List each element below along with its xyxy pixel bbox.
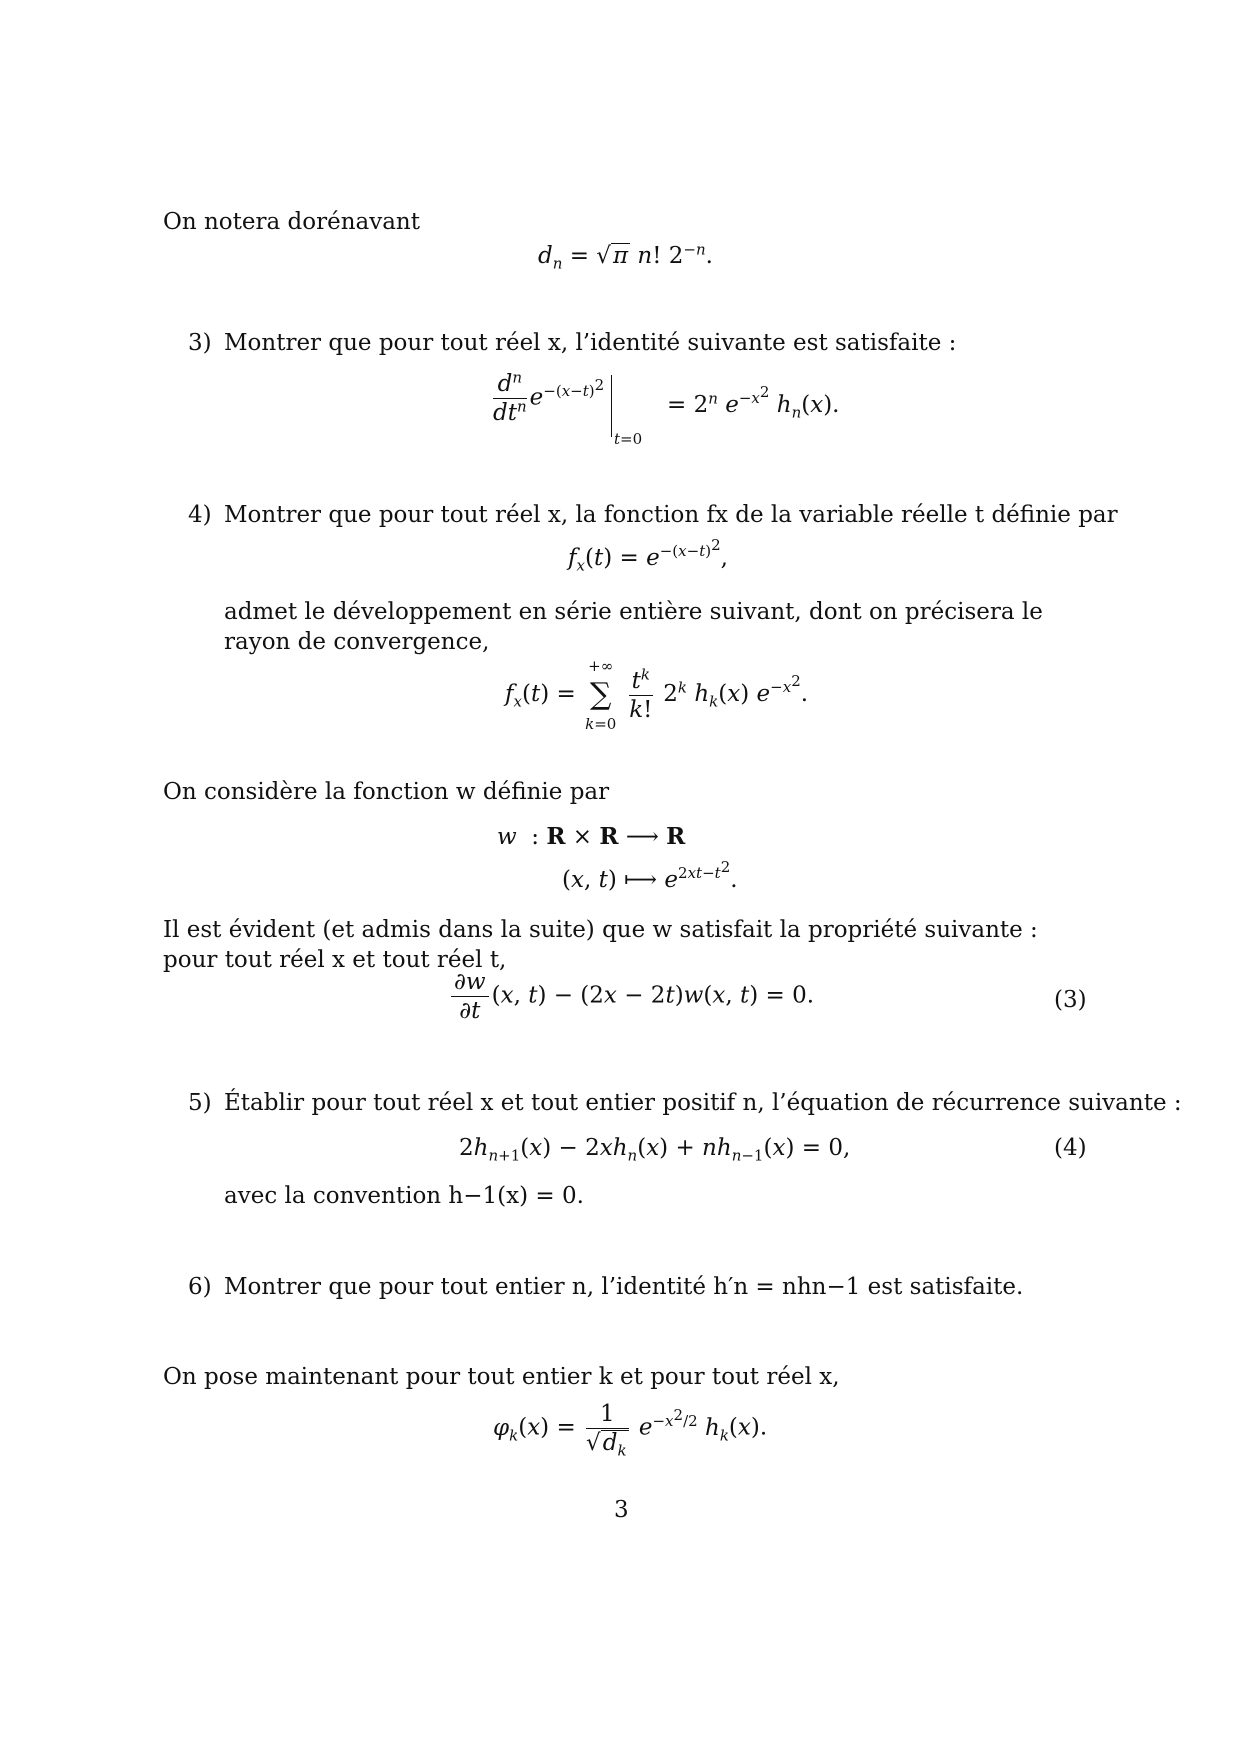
q3-text: Montrer que pour tout réel x, l’identité suivante est satisfaite : [224, 330, 957, 356]
w-prop: Il est évident (et admis dans la suite) que w satisfait la propriété suivante : pour tout réel x et tout réel t, [163, 917, 1038, 973]
equation-w-domain: w : R × R ⟶ R [497, 823, 686, 850]
q4-text2: admet le développement en série entière suivant, dont on précisera le rayon de convergence, [224, 599, 1043, 655]
q3-label: 3) [188, 330, 212, 356]
phi-intro: On pose maintenant pour tout entier k et pour tout réel x, [163, 1364, 840, 1390]
equation-phi: $\varphi_k(x)$ = $\frac{1}{√d_k}$ $e^{-x^2/2}$ $h_k(x)$. [493, 1401, 768, 1460]
w-intro: On considère la fonction w définie par [163, 779, 610, 805]
equation-dn: $d_n = √\pi$ n! $2^{-n}$. [538, 240, 713, 273]
evaluation-bar [611, 375, 612, 437]
q6-label: 6) [188, 1274, 212, 1300]
intro-text: On notera dorénavant [163, 209, 420, 235]
equation-q3-rhs: = $2^n$ $e^{-x^2}$ $h_n(x)$. [667, 383, 840, 422]
q5-text: Établir pour tout réel x et tout entier positif n, l’équation de récurrence suivante : [224, 1090, 1182, 1116]
q5-convention: avec la convention h−1(x) = 0. [224, 1183, 584, 1209]
q6-text: Montrer que pour tout entier n, l’identité h′n = nhn−1 est satisfaite. [224, 1274, 1024, 1300]
eq3-number: (3) [1054, 987, 1087, 1013]
equation-fx-def: $f_x(t) = e^{-(x-t)^2}$, [568, 536, 728, 575]
eq4-number: (4) [1054, 1135, 1087, 1161]
q4-label: 4) [188, 502, 212, 528]
equation-q3: $\frac{d^n}{dt^n}$ $e^{-(x-t)^2}$ [493, 368, 605, 426]
q4-text: Montrer que pour tout réel x, la fonction fx de la variable réelle t définie par [224, 502, 1118, 528]
equation-3: $\frac{\partial w}{\partial t}$ (x, t) − (2x − 2t)w(x, t) = 0. [448, 968, 814, 1025]
equation-4: $2h_{n+1}(x) - 2xh_n(x) + nh_{n-1}(x) = 0$, [459, 1135, 851, 1165]
equation-w-map: (x, t) ⟼ $e^{2xt-t^2}$. [562, 858, 738, 893]
evaluation-subscript: t=0 [614, 430, 643, 448]
page-number: 3 [614, 1497, 629, 1523]
q5-label: 5) [188, 1090, 212, 1116]
equation-series: $f_x(t)$ = +∞ ∑ k=0 $\frac{t^k}{k!}$ 2$^k$ $h_k(x)$ $e^{-x^2}$. [505, 657, 809, 733]
